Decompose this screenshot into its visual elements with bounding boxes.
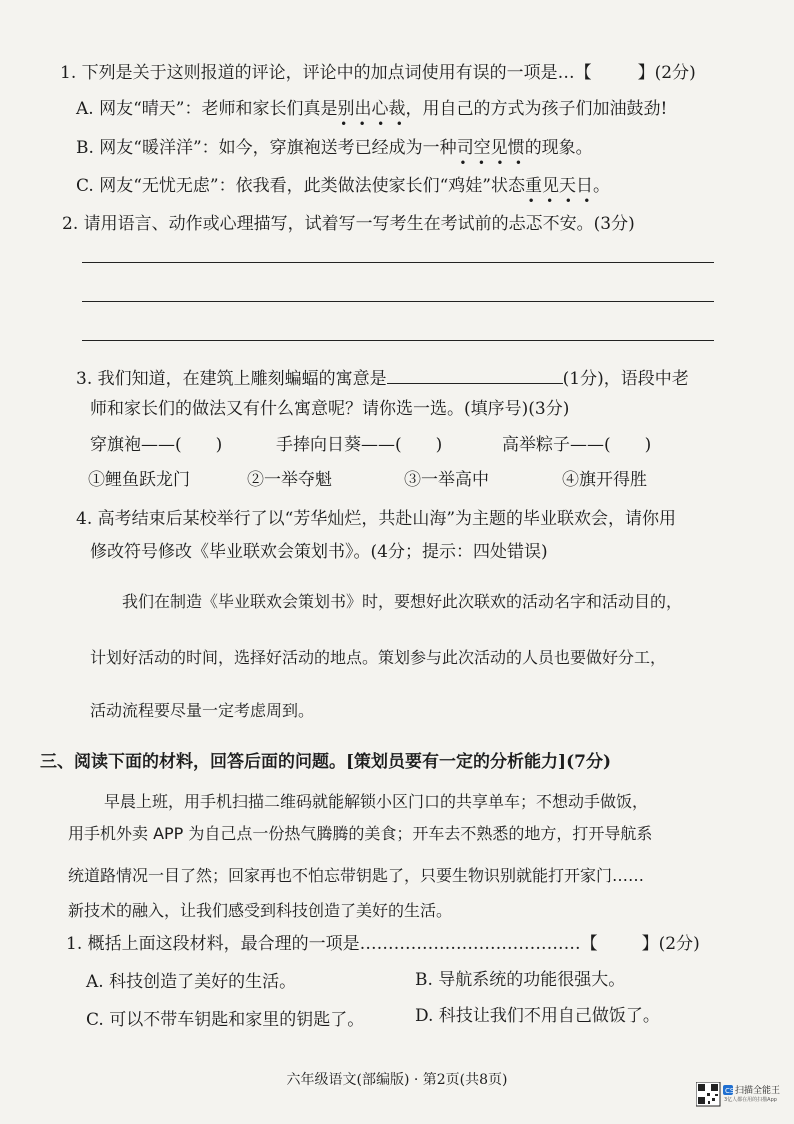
q3-option-4: ④旗开得胜	[562, 470, 647, 490]
emphasized-word: 司空见惯 • • • •	[456, 138, 525, 170]
scanner-watermark	[696, 1082, 786, 1108]
q3-line2: 师和家长们的做法又有什么寓意呢？请你选一选。(填序号)(3分)	[90, 399, 570, 419]
q3-option-2: ②一举夺魁	[247, 470, 332, 490]
answer-line[interactable]	[82, 301, 714, 302]
q3-item-3[interactable]: 高举粽子——( )	[502, 435, 652, 455]
q2-stem: 2. 请用语言、动作或心理描写，试着写一写考生在考试前的忐忑不安。(3分)	[62, 214, 635, 234]
answer-blank[interactable]	[387, 365, 563, 384]
q4-plan-text-2: 计划好活动的时间，选择好活动的地点。策划参与此次活动的人员也要做好分工，	[90, 648, 667, 667]
answer-line[interactable]	[82, 340, 714, 341]
q3-item-1[interactable]: 穿旗袍——( )	[90, 435, 223, 455]
s3-option-d[interactable]: D. 科技让我们不用自己做饭了。	[415, 1006, 660, 1026]
s3-option-a[interactable]: A. 科技创造了美好的生活。	[86, 972, 297, 992]
q1-option-b: B. 网友“暖洋洋”：如今，穿旗袍送考已经成为一种司空见惯 • • • • 的现象。	[76, 138, 593, 170]
answer-line[interactable]	[82, 262, 714, 263]
q1-stem: 1. 下列是关于这则报道的评论，评论中的加点词使用有误的一项是…【 】(2分)	[60, 63, 696, 83]
section-3-q1-stem: 1. 概括上面这段材料，最合理的一项是…………………………………【 】(2分)	[66, 934, 700, 954]
svg-text:CS: CS	[725, 1087, 735, 1095]
q3-item-2[interactable]: 手捧向日葵——( )	[276, 435, 443, 455]
q3-option-1: ①鲤鱼跃龙门	[88, 470, 190, 490]
q1-option-c: C. 网友“无忧无虑”：依我看，此类做法使家长们“鸡娃”状态重见天日 • • • • 。	[76, 176, 610, 208]
q1-option-a: A. 网友“晴天”：老师和家长们真是别出心裁 • • • • ，用自己的方式为孩子们加油鼓劲!	[76, 99, 668, 131]
reading-text-4: 新技术的融入，让我们感受到科技创造了美好的生活。	[68, 901, 453, 920]
q3-option-3: ③一举高中	[404, 470, 489, 490]
q4-line2: 修改符号修改《毕业联欢会策划书》。(4分；提示：四处错误)	[90, 542, 548, 562]
q4-plan-text-3: 活动流程要尽量一定考虑周到。	[90, 701, 315, 720]
q4-plan-text-1: 我们在制造《毕业联欢会策划书》时，要想好此次联欢的活动名字和活动目的，	[122, 592, 683, 611]
s3-option-b[interactable]: B. 导航系统的功能很强大。	[415, 970, 626, 990]
emphasized-word: 别出心裁 • • • •	[337, 99, 406, 131]
emphasized-word: 重见天日 • • • •	[524, 176, 593, 208]
q4-line1: 4. 高考结束后某校举行了以“芳华灿烂，共赴山海”为主题的毕业联欢会，请你用	[76, 509, 677, 529]
reading-text-2: 用手机外卖 APP 为自己点一份热气腾腾的美食；开车去不熟悉的地方，打开导航系	[68, 824, 653, 843]
reading-text-1: 早晨上班，用手机扫描二维码就能解锁小区门口的共享单车；不想动手做饭，	[104, 792, 649, 811]
reading-text-3: 统道路情况一目了然；回家再也不怕忘带钥匙了，只要生物识别就能打开家门……	[68, 866, 645, 885]
s3-option-c[interactable]: C. 可以不带车钥匙和家里的钥匙了。	[86, 1010, 365, 1030]
watermark-tagline: 3亿人都在用的扫描App	[724, 1097, 777, 1103]
section-3-heading: 三、阅读下面的材料，回答后面的问题。[策划员要有一定的分析能力](7分)	[40, 752, 612, 772]
watermark-app-name: 扫描全能王	[735, 1086, 781, 1096]
q3-line1: 3. 我们知道，在建筑上雕刻蝙蝠的寓意是 (1分)，语段中老	[76, 365, 689, 390]
page-footer: 六年级语文(部编版) · 第2页(共8页)	[286, 1072, 508, 1088]
